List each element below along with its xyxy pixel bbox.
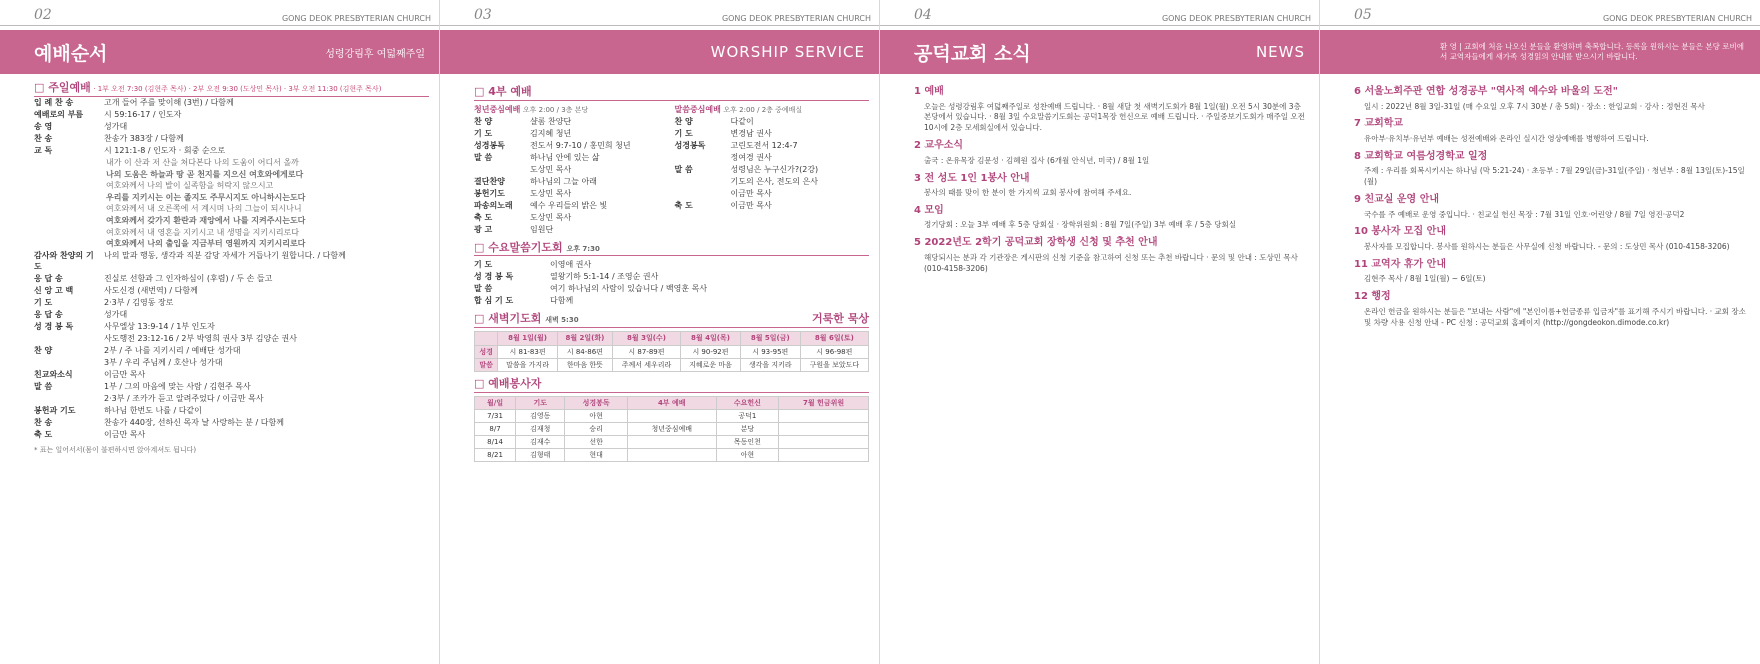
row-value: 고린도전서 12:4-7 — [730, 140, 798, 150]
psalm-line: 내가 이 산과 저 산을 쳐다본다 나의 도움이 어디서 올까 — [106, 157, 299, 167]
row-label: 결단찬양 — [474, 176, 505, 186]
page-number: 04 — [914, 7, 932, 23]
page-number: 05 — [1354, 7, 1372, 23]
list-row — [675, 176, 870, 188]
row-value: 사도신경 (새번역) / 다함께 — [104, 285, 198, 295]
welcome-text: 환 영 | 교회에 처음 나오신 분들을 환영하며 축복합니다. 등록을 원하시는 분들은 본당 로비에서 교역자들에게 새가족 성경읽의 안내를 받으시기 바랍니다. — [1440, 41, 1744, 61]
row-value: 시 59:16-17 / 인도자 — [104, 109, 182, 119]
row-label: 예배로의 부름 — [34, 109, 84, 119]
row-label: 송 영 — [34, 121, 53, 131]
news-heading: 10 봉사자 모집 안내 — [1354, 226, 1446, 238]
dawn-cell: 지혜로운 마음 — [681, 358, 741, 371]
section-4th-service: □ 4부 예배 — [474, 84, 869, 101]
list-row — [34, 405, 429, 417]
psalm-line: 여호와께서 내 오른쪽에 서 계시며 나의 그늘이 되시나니 — [106, 204, 302, 214]
row-value: 도상민 목사 — [530, 164, 572, 174]
word-service-title: 말씀중심예배 — [674, 104, 721, 114]
section-title: □ 주일예배 — [34, 81, 91, 94]
row-label: 찬 양 — [474, 116, 493, 126]
row-value: 성령님은 누구신가?(2강) — [730, 164, 819, 174]
row-value: 하나님 안에 있는 삶 — [530, 152, 600, 162]
title-band — [0, 30, 439, 74]
list-row — [474, 212, 669, 224]
servants-cell: 아현 — [565, 409, 627, 422]
row-value: 이영애 권사 — [550, 260, 592, 270]
dawn-table: 8월 1일(월) 8월 2일(화) 8월 3일(수) 8월 4일(목) 8월 5일(금) 8월 6일(토) 성경 시 81-83편 시 84-86편 시 87-89편 시 90-92편 시 93-95편 시 96-98편 말씀 말씀을 가지라 한마음 한뜻 주께서 세우리라 지혜로운 마음 생각을 지키라 구원을 보았도다 — [474, 331, 869, 371]
psalm-line: 여호와께서 내 영혼을 지키시고 내 생명을 지키시리로다 — [106, 227, 299, 237]
dawn-cell: 시 87-89편 — [612, 345, 680, 358]
worship-items-2 — [34, 250, 429, 441]
row-label — [34, 357, 98, 369]
row-value: 시 121:1-8 / 인도자 · 회중 순으로 — [104, 145, 226, 155]
list-row — [474, 116, 669, 128]
wednesday-time: 오후 7:30 — [566, 244, 600, 253]
servants-row — [475, 449, 869, 462]
row-value: 사도행전 23:12-16 / 2부 박영희 권사 3부 김양순 권사 — [104, 333, 297, 343]
list-row — [474, 224, 669, 236]
row-label: 기 도 — [674, 128, 693, 138]
news-list — [1320, 74, 1760, 328]
servants-cell: 현대 — [565, 449, 627, 462]
page-title: 예배순서 — [34, 42, 108, 65]
news-heading: 2 교우소식 — [914, 140, 964, 152]
church-name: GONG DEOK PRESBYTERIAN CHURCH — [281, 14, 431, 23]
servants-header: 월/일 — [475, 396, 516, 409]
page-header — [440, 0, 879, 26]
row-label: 말 씀 — [474, 152, 493, 162]
row-value: 도상민 목사 — [530, 212, 572, 222]
news-body: 온라인 헌금을 원하시는 분들은 "보내는 사람"에 "본인이름+헌금종류 입금자"를 표기해 주시기 바랍니다. · 교회 장소 및 차량 사용 신청 안내 - PC 신청 : 공덕교회 홈페이지 (http://gongdeokon.dimode.co.kr) — [1364, 306, 1746, 327]
list-row — [34, 145, 429, 157]
servants-cell: 아현 — [716, 449, 778, 462]
row-value: 2부 / 주 나를 지키시리 / 예배단 성가대 — [104, 345, 241, 355]
servants-header: 7월 헌금위원 — [779, 396, 869, 409]
row-label — [34, 393, 98, 405]
dawn-cell: 8월 4일(목) — [681, 332, 741, 345]
row-label: 찬 양 — [674, 116, 693, 126]
list-row — [34, 417, 429, 429]
dawn-cell: 시 96-98편 — [800, 345, 868, 358]
news-body: 해당되시는 분과 각 기관장은 게시판의 신청 기준을 참고하여 신청 또는 추천 바랍니다 · 문의 및 안내 : 도상민 목사 (010-4158-3206) — [924, 252, 1298, 273]
dawn-cell: 8월 6일(토) — [800, 332, 868, 345]
row-label: 성경봉독 — [474, 140, 505, 150]
news-heading: 1 예배 — [914, 86, 944, 97]
servants-row — [475, 436, 869, 449]
service-times: · 1부 오전 7:30 (김현주 목사) · 2부 오전 9:30 (도상민 목사) · 3부 오전 11:30 (김현주 목사) — [93, 85, 382, 93]
row-label: 봉헌과 기도 — [34, 405, 76, 415]
welcome-band — [1320, 30, 1760, 74]
dawn-cell: 시 93-95편 — [740, 345, 800, 358]
responsive-reading — [34, 157, 429, 250]
page-02 — [0, 0, 440, 664]
news-heading: 8 교회학교 여름성경학교 일정 — [1354, 150, 1488, 162]
row-label: 기 도 — [474, 128, 493, 138]
servants-cell: 청년중심예배 — [627, 423, 716, 436]
list-row — [34, 109, 429, 121]
row-value: 도상민 목사 — [530, 188, 572, 198]
page-header — [0, 0, 439, 26]
servants-cell: 김영동 — [516, 409, 565, 422]
footnote: * 표는 일어서서(몸이 불편하시면 앉아계셔도 됩니다) — [34, 445, 197, 454]
row-value: 예수 우리들의 밝은 빛 — [530, 200, 608, 210]
youth-service-title: 청년중심예배 — [474, 104, 521, 114]
list-row — [675, 116, 870, 128]
list-row — [474, 128, 669, 140]
page-number: 03 — [474, 7, 492, 23]
title-band — [880, 30, 1319, 74]
dawn-title: □ 새벽기도회 — [474, 312, 542, 326]
servants-cell: 선한 — [565, 436, 627, 449]
list-row — [474, 295, 869, 307]
psalm-line: 나의 도움은 하늘과 땅 곧 천지를 지으신 여호와에게로다 — [106, 169, 304, 179]
dawn-cell: 8월 1일(월) — [498, 332, 558, 345]
servants-cell — [627, 449, 716, 462]
dawn-cell: 시 81-83편 — [498, 345, 558, 358]
row-value: 2·3부 / 조카가 듣고 알려주었다 / 이금만 목사 — [104, 393, 264, 403]
news-body: 출국 : 온유목장 김문성 · 김혜원 집사 (6개월 안식년, 미국) / 8월 1일 — [924, 155, 1150, 165]
list-row — [34, 429, 429, 441]
row-label: 응 답 송 — [34, 273, 63, 283]
row-label: 파송의노래 — [474, 200, 513, 210]
row-value: 임원단 — [530, 224, 554, 234]
news-body: 유아부·유치부·유년부 예배는 성전예배와 온라인 실시간 영상예배를 병행하여 드립니다. — [1364, 133, 1649, 143]
page-05 — [1320, 0, 1760, 664]
news-body: 봉사자를 모집합니다. 봉사를 원하시는 분들은 사무실에 신청 바랍니다. - 문의 : 도상민 목사 (010-4158-3206) — [1364, 241, 1730, 251]
row-label: 응 답 송 — [34, 309, 63, 319]
row-value: 여기 하나님의 사람이 있습니다 / 백영훈 목사 — [550, 284, 708, 294]
row-label: 말 씀 — [474, 284, 493, 294]
servants-cell: 목동인천 — [716, 436, 778, 449]
list-row — [34, 393, 429, 405]
youth-service-list — [474, 116, 669, 236]
news-body: 일시 : 2022년 8월 3일-31일 (매 수요일 오후 7시 30분 / 총 5회) · 장소 : 한일교회 · 강사 : 정현진 목사 — [1364, 101, 1705, 111]
list-row — [34, 250, 429, 273]
servants-cell: 김재청 — [516, 423, 565, 436]
servants-cell: 8/14 — [475, 436, 516, 449]
row-value: 전도서 9:7-10 / 홍민희 청년 — [530, 140, 631, 150]
row-label: 감사와 찬양의 기도 — [34, 250, 94, 272]
row-label: 입 례 찬 송 — [34, 97, 74, 107]
row-value: 나의 말과 행동, 생각과 직분 감당 자세가 거듭나기 원합니다. / 다함께 — [104, 250, 346, 260]
row-value: 2·3부 / 김영동 장로 — [104, 297, 174, 307]
row-label: 축 도 — [674, 200, 693, 210]
row-value: 3부 / 우리 주님께 / 호산나 성가대 — [104, 357, 223, 367]
news-body: 김현주 목사 / 8월 1일(월) ~ 6일(토) — [1364, 274, 1486, 284]
news-heading: 3 전 성도 1인 1봉사 안내 — [914, 172, 1030, 184]
band-title: NEWS — [1255, 43, 1305, 61]
list-row — [34, 97, 429, 109]
row-label: 합 심 기 도 — [474, 296, 514, 306]
dawn-cell: 8월 5일(금) — [740, 332, 800, 345]
row-value: 찬송가 440장, 선하신 목자 날 사랑하는 분 / 다함께 — [104, 417, 284, 427]
row-label — [474, 164, 524, 176]
news-heading: 4 모임 — [914, 204, 944, 216]
servants-header: 기도 — [516, 396, 565, 409]
list-row — [34, 309, 429, 321]
list-row — [34, 133, 429, 145]
word-service-list — [675, 116, 870, 212]
list-row — [34, 333, 429, 345]
row-value: 하나님 한번도 나를 / 다같이 — [104, 405, 202, 415]
church-name: GONG DEOK PRESBYTERIAN CHURCH — [1602, 14, 1752, 23]
dawn-cell: 한마음 한뜻 — [557, 358, 612, 371]
list-row — [474, 152, 669, 164]
row-value: 변경남 권사 — [730, 128, 772, 138]
page-number: 02 — [34, 7, 52, 23]
row-label: 성 경 봉 독 — [34, 321, 74, 331]
dawn-cell: 시 84-86편 — [557, 345, 612, 358]
row-value: 사무엘상 13:9-14 / 1부 인도자 — [104, 321, 215, 331]
news-heading: 12 행정 — [1354, 291, 1391, 303]
news-body: 오늘은 성령강림후 여덟째주일로 성찬예배 드립니다. · 8월 새달 첫 새벽기도회가 8월 1일(월) 오전 5시 30분에 3층 본당에서 있습니다. · 8월 3일 수요말씀기도회는 공덕1목장 헌신으로 예배 드립니다. · 주일중보기도회가 매주일 오전 10시에 2층 모세회실에서 있습니다. — [924, 101, 1305, 133]
servants-cell — [779, 449, 869, 462]
news-list — [880, 74, 1319, 275]
list-row — [474, 271, 869, 283]
row-label — [675, 152, 725, 164]
row-label — [675, 188, 725, 200]
page-03 — [440, 0, 880, 664]
news-heading: 5 2022년도 2학기 공덕교회 장학생 신청 및 추천 안내 — [914, 237, 1158, 249]
youth-service-time: 오후 2:00 / 3층 본당 — [522, 105, 589, 114]
news-heading: 11 교역자 휴가 안내 — [1354, 258, 1446, 270]
servants-header: 수요헌신 — [716, 396, 778, 409]
dawn-cell: 8월 3일(수) — [612, 332, 680, 345]
row-label — [675, 176, 725, 188]
list-row — [675, 140, 870, 152]
servants-cell: 8/7 — [475, 423, 516, 436]
list-row — [474, 188, 669, 200]
servants-cell — [779, 423, 869, 436]
servants-cell — [627, 409, 716, 422]
list-row — [474, 283, 869, 295]
wednesday-list — [474, 259, 869, 307]
row-value: 이금만 목사 — [104, 429, 146, 439]
page-header — [1320, 0, 1760, 26]
list-row — [34, 381, 429, 393]
worship-items — [34, 97, 429, 157]
row-value: 다함께 — [550, 296, 574, 306]
servants-table — [474, 396, 869, 463]
servants-cell — [779, 436, 869, 449]
list-row — [34, 357, 429, 369]
dawn-time: 새벽 5:30 — [545, 316, 579, 325]
row-label: 찬 양 — [34, 345, 53, 355]
row-label: 말 씀 — [674, 164, 693, 174]
list-row — [474, 140, 669, 152]
servants-cell: 공덕1 — [716, 409, 778, 422]
psalm-line: 우리를 지키시는 이는 졸지도 주무시지도 아니하시는도다 — [106, 192, 306, 202]
servants-cell: 승리 — [565, 423, 627, 436]
news-body: 봉사의 때를 맞이 한 분이 한 가지씩 교회 봉사에 참여해 주세요. — [924, 188, 1132, 197]
servants-cell: 7/31 — [475, 409, 516, 422]
row-label: 말 씀 — [34, 381, 53, 391]
servants-title: □ 예배봉사자 — [474, 376, 869, 393]
page-subtitle: 성령강림후 여덟째주일 — [325, 48, 425, 60]
dawn-cell: 시 90-92편 — [681, 345, 741, 358]
list-row — [34, 285, 429, 297]
row-label: 기 도 — [474, 260, 493, 270]
servants-cell — [779, 409, 869, 422]
servants-cell — [627, 436, 716, 449]
wednesday-title: □ 수요말씀기도회 — [474, 240, 563, 254]
servants-header: 4부 예배 — [627, 396, 716, 409]
list-row — [675, 152, 870, 164]
list-row — [34, 121, 429, 133]
row-value: 성가대 — [104, 309, 128, 319]
title-band — [440, 30, 879, 74]
row-label: 찬 송 — [34, 133, 53, 143]
list-row — [675, 188, 870, 200]
psalm-line: 여호와께서 나의 출입을 지금부터 영원까지 지키시리로다 — [106, 239, 306, 249]
row-value: 1부 / 그의 마음에 맞는 사람 / 김현주 목사 — [104, 381, 251, 391]
page-04 — [880, 0, 1320, 664]
news-body: 정기당회 : 오늘 3부 예배 후 5층 당회실 · 장학위원회 : 8월 7일(주일) 3부 예배 후 / 5층 당회실 — [924, 220, 1236, 230]
servants-cell: 분당 — [716, 423, 778, 436]
row-value: 다같이 — [730, 116, 754, 126]
servants-row — [475, 409, 869, 422]
list-row — [34, 321, 429, 333]
servants-cell: 8/21 — [475, 449, 516, 462]
list-row — [675, 200, 870, 212]
list-row — [34, 369, 429, 381]
list-row — [34, 273, 429, 285]
row-value: 찬송가 383장 / 다함께 — [104, 133, 184, 143]
row-value: 하나님의 그늘 아래 — [530, 176, 597, 186]
row-label: 교 독 — [34, 145, 53, 155]
row-label: 신 앙 고 백 — [34, 285, 74, 295]
order-of-worship — [0, 74, 439, 455]
list-row — [474, 176, 669, 188]
row-label — [34, 333, 98, 345]
dawn-cell: 말씀을 가지라 — [498, 358, 558, 371]
list-row — [675, 164, 870, 176]
dawn-cell: 주께서 세우리라 — [612, 358, 680, 371]
news-body: 주제 : 우리를 회복시키시는 하나님 (막 5:21-24) · 초등부 : 7월 29일(금)-31일(주일) · 청년부 : 8월 13일(토)-15일(월) — [1364, 166, 1745, 187]
band-title: WORSHIP SERVICE — [710, 43, 865, 61]
row-label: 축 도 — [474, 212, 493, 222]
list-row — [34, 297, 429, 309]
list-row — [474, 164, 669, 176]
news-heading: 9 친교실 운영 안내 — [1354, 194, 1440, 205]
row-value: 정여경 권사 — [730, 152, 772, 162]
row-label: 성경봉독 — [674, 140, 706, 150]
row-value: 이금만 목사 — [730, 188, 772, 198]
list-row — [474, 200, 669, 212]
row-label: 축 도 — [34, 429, 53, 439]
servants-row — [475, 423, 869, 436]
church-name: GONG DEOK PRESBYTERIAN CHURCH — [721, 14, 871, 23]
row-value: 샬롬 찬양단 — [530, 116, 572, 126]
row-label: 친교와소식 — [34, 369, 73, 379]
news-heading: 6 서울노회주관 연합 성경공부 "역사적 예수와 바울의 도전" — [1354, 86, 1618, 97]
page-header — [880, 0, 1319, 26]
row-label: 기 도 — [34, 297, 53, 307]
word-service-time: 오후 2:00 / 2층 중예배실 — [723, 105, 803, 114]
row-label: 봉헌기도 — [474, 188, 505, 198]
list-row — [474, 259, 869, 271]
row-value: 성가대 — [104, 121, 128, 131]
page-title: 공덕교회 소식 — [914, 42, 1031, 65]
dawn-cell: 구원을 보았도다 — [800, 358, 868, 371]
row-value: 기도의 은사, 전도의 은사 — [730, 176, 818, 186]
row-label: 성 경 봉 독 — [474, 272, 514, 282]
row-value: 김지혜 청년 — [530, 128, 572, 138]
dawn-meditation: 거룩한 묵상 — [812, 312, 869, 326]
row-label: 광 고 — [474, 224, 493, 234]
list-row — [675, 128, 870, 140]
row-value: 진실로 선함과 그 인자하심이 (후렴) / 두 손 들고 — [104, 273, 273, 283]
servants-header: 성경봉독 — [565, 396, 627, 409]
psalm-line: 여호와께서 갖가지 환란과 재앙에서 나를 지켜주시는도다 — [106, 215, 306, 225]
row-value: 열왕기하 5:1-14 / 조영순 권사 — [550, 272, 659, 282]
row-value: 고개 들어 주를 맞이해 (3번) / 다함께 — [104, 97, 234, 107]
dawn-cell: 생각을 지키라 — [740, 358, 800, 371]
psalm-line: 여호와께서 나의 발이 실족함을 허락지 않으시고 — [106, 181, 274, 191]
row-value: 이금만 목사 — [104, 369, 146, 379]
row-label: 찬 송 — [34, 417, 53, 427]
servants-cell: 김재수 — [516, 436, 565, 449]
servants-cell: 김형태 — [516, 449, 565, 462]
row-value: 이금만 목사 — [730, 200, 772, 210]
news-heading: 7 교회학교 — [1354, 118, 1404, 130]
dawn-cell: 8월 2일(화) — [557, 332, 612, 345]
list-row — [34, 345, 429, 357]
news-body: 국수를 주 예배로 운영 중입니다. · 친교실 헌신 목장 : 7월 31일 인호·어린양 / 8월 7일 영진·공덕2 — [1364, 209, 1685, 219]
church-name: GONG DEOK PRESBYTERIAN CHURCH — [1161, 14, 1311, 23]
